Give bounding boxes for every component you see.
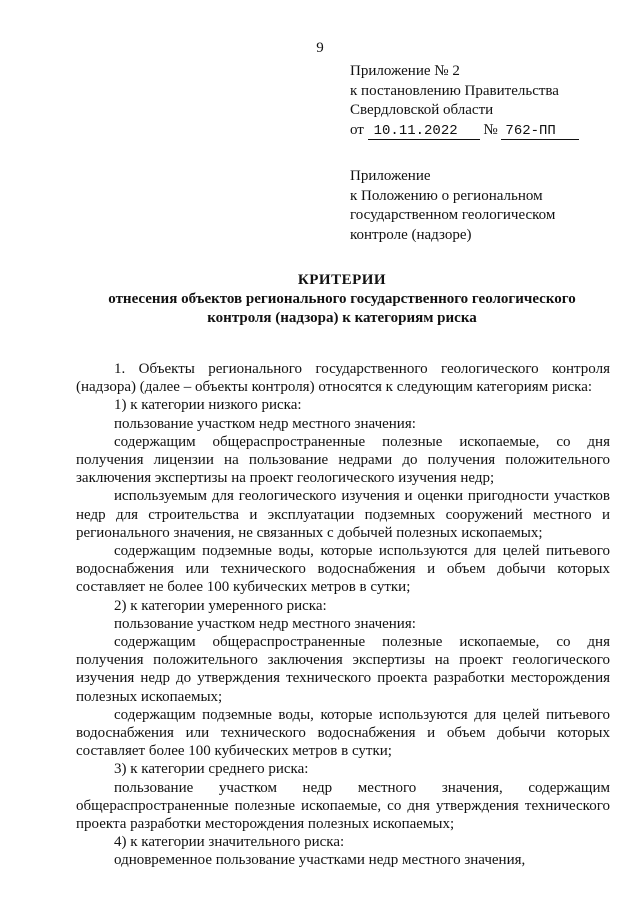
document-subtitle: отнесения объектов регионального государственного геологического контроля (надзора) к категориям риска — [108, 291, 576, 326]
resolution-number: 762-ПП — [501, 124, 579, 140]
resolution-date-number — [350, 121, 610, 141]
annex-regulation-header — [350, 167, 610, 245]
annex2-line2: к Положению о региональном — [350, 187, 543, 204]
number-prefix: № — [483, 121, 498, 138]
annex-region: Свердловской области — [350, 102, 494, 118]
document-body — [76, 360, 610, 870]
annex-number: Приложение № 2 — [350, 63, 460, 79]
paragraph: 1) к категории низкого риска: — [114, 397, 302, 414]
paragraph: 4) к категории значительного риска: — [114, 834, 345, 851]
paragraph: 3) к категории среднего риска: — [114, 761, 309, 778]
paragraph: содержащим общераспространенные полезные ископаемые, со дня получения лицензии на пользование недрами до получения положительного заключения экспертизы на проект геологического изучения недр; — [76, 433, 610, 487]
paragraph: содержащим подземные воды, которые используются для целей питьевого водоснабжения или технического водоснабжения и объем добычи которых составляет не более 100 кубических метров в сутки; — [76, 543, 610, 596]
paragraph: пользование участком недр местного значения: — [114, 615, 416, 632]
paragraph: содержащим общераспространенные полезные ископаемые, со дня получения положительного заключения экспертизы на проект геологического изучения недр до утверждения технического проекта разработки месторождения полезных ископаемых; — [76, 634, 610, 705]
paragraph: содержащим подземные воды, которые используются для целей питьевого водоснабжения или технического водоснабжения и объем добычи которых составляет более 100 кубических метров в сутки; — [76, 706, 610, 760]
annex-resolution-ref: к постановлению Правительства — [350, 82, 559, 99]
paragraph: используемым для геологического изучения и оценки пригодности участков недр для строительства и эксплуатации подземных сооружений местного и регионального значения, не связанных с добычей полезных ископаемых; — [76, 488, 610, 541]
page-number: 9 — [316, 40, 324, 56]
paragraph: 1. Объекты регионального государственного геологического контроля (надзора) (далее – объекты контроля) относятся к следующим категориям риска: — [76, 361, 610, 396]
annex2-line4: контроле (надзоре) — [350, 226, 472, 243]
resolution-date: 10.11.2022 — [368, 124, 480, 140]
document-title: КРИТЕРИИ — [297, 272, 387, 288]
paragraph: 2) к категории умеренного риска: — [114, 597, 327, 614]
annex2-line3: государственном геологическом — [350, 207, 556, 223]
annex2-line1: Приложение — [350, 168, 431, 184]
paragraph: пользование участком недр местного значения, содержащим общераспространенные полезные ископаемые, со дня утверждения технического проекта разработки месторождения полезных ископаемых; — [76, 779, 610, 833]
date-prefix: от — [350, 121, 364, 138]
annex-resolution-header — [350, 62, 610, 140]
paragraph: пользование участком недр местного значения: — [114, 415, 416, 432]
paragraph: одновременное пользование участками недр местного значения, — [114, 852, 526, 869]
